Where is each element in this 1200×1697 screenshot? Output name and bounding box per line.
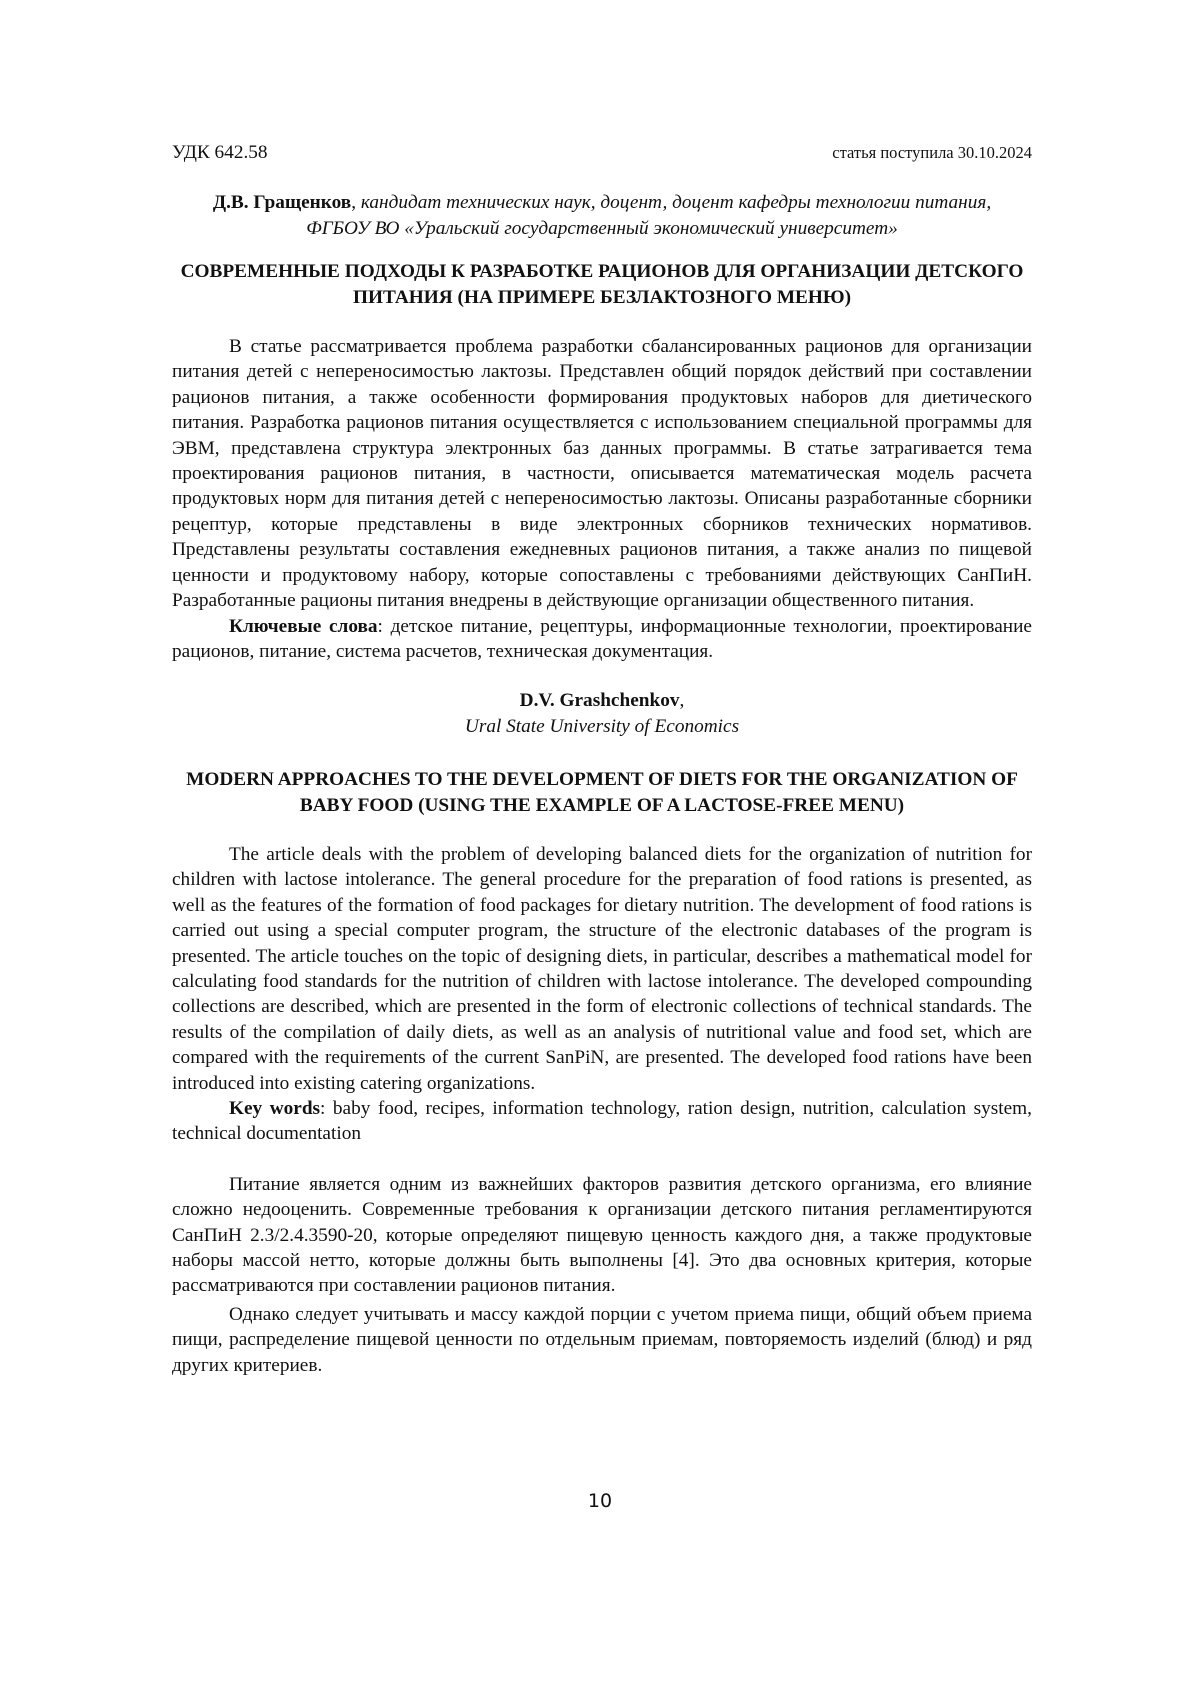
keywords-ru <box>172 614 1032 665</box>
body-paragraph: Питание является одним из важнейших факторов развития детского организма, его влияние сложно недооценить. Современные требования к организации детского питания регламентируются СанПиН 2.3/2.4.3590-20, которые определяют пищевую ценность каждого дня, а также продуктовые наборы массой нетто, которые должны быть выполнены [4]. Это два основных критерия, которые рассматриваются при составлении рационов питания. <box>172 1173 1032 1297</box>
author-name-ru: Д.В. Гращенков <box>212 192 352 214</box>
author-separator-en: , <box>679 690 685 712</box>
page-number: 10 <box>587 1490 613 1512</box>
keywords-text-en: : baby food, recipes, information technology, ration design, nutrition, calculation system, technical documentation <box>172 1098 1032 1145</box>
received-date: статья поступила 30.10.2024 <box>832 143 1032 162</box>
header-row <box>172 140 1032 165</box>
abstract-en: The article deals with the problem of developing balanced diets for the organization of nutrition for children with lactose intolerance. The general procedure for the preparation of food rations is presented, as well as the features of the formation of food packages for dietary nutrition. The development of food rations is carried out using a special computer program, the structure of the electronic databases of the program is presented. The article touches on the topic of designing diets, in particular, describes a mathematical model for calculating food standards for the nutrition of children with lactose intolerance. The developed compounding collections are described, which are presented in the form of electronic collections of technical standards. The results of the compilation of daily diets, as well as an analysis of nutritional value and food set, which are compared with the requirements of the current SanPiN, are presented. The developed food rations have been introduced into existing catering organizations. <box>172 843 1032 1094</box>
article-title-en: MODERN APPROACHES TO THE DEVELOPMENT OF DIETS FOR THE ORGANIZATION OF BABY FOOD (USING THE EXAMPLE OF A LACTOSE-FREE MENU) <box>186 769 1018 816</box>
keywords-en <box>172 1096 1032 1147</box>
udk-code: УДК 642.58 <box>172 142 268 163</box>
keywords-label-en: Key words <box>229 1098 321 1119</box>
author-separator-ru: , <box>351 192 361 214</box>
author-block-en <box>172 688 1032 739</box>
page-content <box>172 140 1032 1378</box>
abstract-ru: В статье рассматривается проблема разработки сбалансированных рационов для организации питания детей с непереносимостью лактозы. Представлен общий порядок действий при составлении рационов питания, а также особенности формирования продуктовых наборов для диетического питания. Разработка рационов питания осуществляется с использованием специальной программы для ЭВМ, представлена структура электронных баз данных программы. В статье затрагивается тема проектирования рационов питания, в частности, описывается математическая модель расчета продуктовых норм для питания детей с непереносимостью лактозы. Описаны разработанные сборники рецептур, которые представлены в виде электронных сборников технических нормативов. Представлены результаты составления ежедневных рационов питания, а также анализ по пищевой ценности и продуктовому набору, которые сопоставлены с требованиями действующих СанПиН. Разработанные рационы питания внедрены в действующие организации общественного питания. <box>172 336 1032 612</box>
keywords-label-ru: Ключевые слова <box>229 615 378 637</box>
body-paragraph: Однако следует учитывать и массу каждой порции с учетом приема пищи, общий объем приема пищи, распределение пищевой ценности по отдельным приемам, повторяемость изделий (блюд) и ряд других критериев. <box>172 1303 1032 1376</box>
author-block-ru <box>172 190 1032 241</box>
keywords-text-ru: : детское питание, рецептуры, информационные технологии, проектирование рационов, питание, система расчетов, техническая документация. <box>172 615 1032 662</box>
article-title-ru: СОВРЕМЕННЫЕ ПОДХОДЫ К РАЗРАБОТКЕ РАЦИОНОВ ДЛЯ ОРГАНИЗАЦИИ ДЕТСКОГО ПИТАНИЯ (НА ПРИМЕРЕ БЕЗЛАКТОЗНОГО МЕНЮ) <box>180 261 1024 308</box>
author-affiliation-en: Ural State University of Economics <box>464 715 740 737</box>
author-name-en: D.V. Grashchenkov <box>519 690 680 712</box>
author-description-ru: кандидат технических наук, доцент, доцент кафедры технологии питания, ФГБОУ ВО «Уральский государственный экономический университет» <box>306 192 992 239</box>
